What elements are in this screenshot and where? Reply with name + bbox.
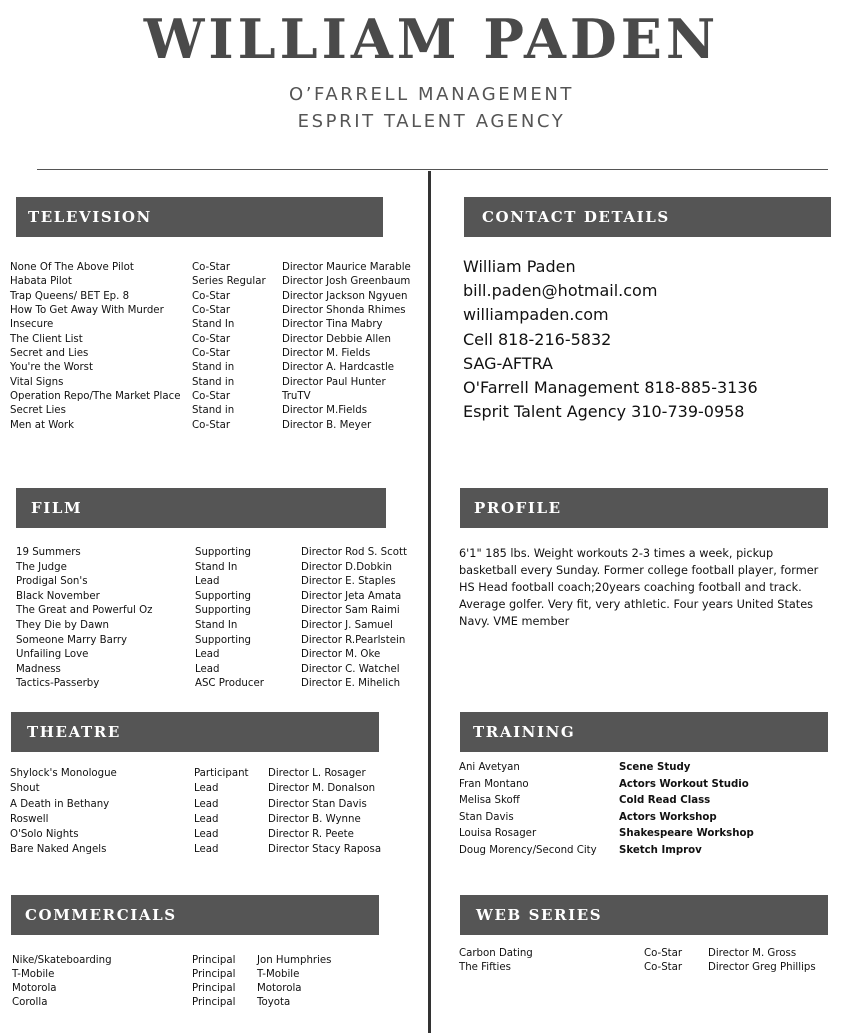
film-cell-3: Director D.Dobkin <box>301 561 392 573</box>
theatre-cell-3: Director Stan Davis <box>268 798 367 810</box>
film-cell-1: Someone Marry Barry <box>16 634 128 646</box>
film-cell-3: Director E. Staples <box>301 576 396 588</box>
theatre-cell-1: Shylock's Monologue <box>10 768 117 779</box>
television-cell-1: Habata Pilot <box>10 276 72 288</box>
television-cell-2: Co-Star <box>192 305 231 317</box>
resume-name: WILLIAM PADEN <box>143 7 720 71</box>
television-cell-3: Director Shonda Rhimes <box>282 305 406 317</box>
training-list <box>459 762 839 861</box>
film-row <box>16 663 400 679</box>
web-series-list <box>459 948 839 976</box>
television-cell-1: Insecure <box>10 319 54 331</box>
film-cell-3: Director M. Oke <box>301 649 381 661</box>
theatre-list <box>10 768 390 860</box>
film-cell-2: Supporting <box>195 547 252 558</box>
theatre-cell-2: Lead <box>194 813 219 825</box>
training-row <box>459 795 839 812</box>
theatre-cell-2: Participant <box>194 768 249 779</box>
contact-details <box>463 255 758 424</box>
commercials-cell-3: Motorola <box>257 982 302 994</box>
training-row <box>459 762 839 779</box>
theatre-row <box>10 844 390 859</box>
television-cell-3: Director Maurice Marable <box>282 262 411 273</box>
training-cell-2: Shakespeare Workshop <box>619 828 754 839</box>
television-cell-3: Director B. Meyer <box>282 419 372 431</box>
commercials-cell-1: Corolla <box>12 996 48 1008</box>
contact-website[interactable]: williampaden.com <box>463 305 609 325</box>
theatre-row <box>10 829 390 844</box>
television-cell-2: Co-Star <box>192 348 231 360</box>
commercials-cell-3: Jon Humphries <box>257 955 332 966</box>
theatre-cell-1: Roswell <box>10 813 49 825</box>
television-cell-2: Co-Star <box>192 333 231 345</box>
web-series-header: WEB SERIES <box>460 895 828 935</box>
theatre-header: THEATRE <box>11 712 379 752</box>
commercials-row <box>12 983 392 997</box>
television-cell-1: Secret and Lies <box>10 348 89 360</box>
commercials-row <box>12 969 392 983</box>
television-row <box>10 305 406 319</box>
training-row <box>459 779 839 796</box>
profile-text: 6'1" 185 lbs. Weight workouts 2-3 times a week, pickup basketball every Sunday. Former college football player, former HS Head football coach;20years coaching football and track. Average golfer. Very fit, very athletic. Four years United States Navy. VME member <box>459 547 819 628</box>
television-row <box>10 377 390 391</box>
agency-line-1: O’FARRELL MANAGEMENT <box>288 84 575 105</box>
training-row <box>459 828 839 845</box>
television-cell-2: Co-Star <box>192 419 231 431</box>
television-cell-1: None Of The Above Pilot <box>10 262 134 273</box>
film-row <box>16 678 401 693</box>
commercials-cell-1: T-Mobile <box>12 968 55 980</box>
contact-header: CONTACT DETAILS <box>464 197 831 237</box>
film-row <box>16 620 396 635</box>
television-row <box>10 420 390 434</box>
web-series-cell-3: Director M. Gross <box>708 948 797 959</box>
film-row <box>16 590 402 606</box>
training-row <box>459 845 839 862</box>
film-row <box>16 634 406 650</box>
web-series-row <box>459 962 839 976</box>
theatre-cell-2: Lead <box>194 829 219 841</box>
television-row <box>10 276 411 290</box>
theatre-cell-3: Director M. Donalson <box>268 783 376 795</box>
television-cell-3: Director M.Fields <box>282 405 368 417</box>
film-cell-1: The Great and Powerful Oz <box>16 605 153 617</box>
film-cell-1: They Die by Dawn <box>16 619 110 631</box>
theatre-cell-3: Director Stacy Raposa <box>268 844 382 856</box>
theatre-row <box>10 783 390 798</box>
training-cell-1: Louisa Rosager <box>459 828 537 839</box>
theatre-cell-3: Director B. Wynne <box>268 813 361 825</box>
television-cell-3: TruTV <box>282 391 311 403</box>
theatre-cell-1: Shout <box>10 783 40 795</box>
profile-header: PROFILE <box>460 488 828 528</box>
theatre-cell-2: Lead <box>194 844 219 856</box>
film-cell-3: Director Jeta Amata <box>301 590 402 602</box>
television-cell-2: Stand in <box>192 376 235 388</box>
film-cell-1: Tactics-Passerby <box>16 678 100 690</box>
commercials-cell-2: Principal <box>192 982 236 994</box>
commercials-cell-3: T-Mobile <box>257 968 300 980</box>
film-cell-1: Prodigal Son's <box>16 576 88 588</box>
film-cell-3: Director Sam Raimi <box>301 605 400 617</box>
film-cell-2: Lead <box>195 663 220 675</box>
television-cell-2: Stand In <box>192 319 235 331</box>
television-cell-2: Stand in <box>192 362 235 374</box>
television-cell-1: Secret Lies <box>10 405 66 417</box>
theatre-cell-1: A Death in Bethany <box>10 798 110 810</box>
television-list <box>10 262 411 434</box>
column-divider <box>428 171 431 1033</box>
film-row <box>16 562 396 577</box>
training-cell-1: Doug Morency/Second City <box>459 844 597 856</box>
training-cell-2: Cold Read Class <box>619 795 711 806</box>
television-cell-3: Director A. Hardcastle <box>282 362 395 374</box>
web-series-row <box>459 948 839 962</box>
film-cell-3: Director J. Samuel <box>301 619 393 631</box>
film-header: FILM <box>16 488 386 528</box>
television-cell-3: Director Jackson Ngyuen <box>282 290 408 302</box>
web-series-cell-1: The Fifties <box>459 961 511 973</box>
training-row <box>459 812 839 829</box>
commercials-cell-1: Motorola <box>12 982 57 994</box>
television-row <box>10 391 390 405</box>
television-row <box>10 290 408 305</box>
theatre-cell-1: O'Solo Nights <box>10 829 79 841</box>
web-series-cell-3: Director Greg Phillips <box>708 961 816 973</box>
television-cell-1: Vital Signs <box>10 376 64 388</box>
film-cell-1: The Judge <box>16 561 67 573</box>
theatre-cell-3: Director R. Peete <box>268 829 354 841</box>
television-cell-1: Trap Queens/ BET Ep. 8 <box>10 290 130 302</box>
training-cell-1: Ani Avetyan <box>459 762 520 773</box>
web-series-cell-2: Co-Star <box>644 961 683 973</box>
television-cell-2: Stand in <box>192 405 235 417</box>
television-row <box>10 362 395 376</box>
film-cell-2: Supporting <box>195 605 252 617</box>
television-cell-3: Director Tina Mabry <box>282 319 383 331</box>
film-cell-1: Madness <box>16 663 61 675</box>
theatre-row <box>10 814 390 829</box>
training-header: TRAINING <box>460 712 828 752</box>
television-cell-3: Director M. Fields <box>282 348 371 360</box>
training-cell-2: Actors Workout Studio <box>619 778 749 790</box>
agency-line-2: ESPRIT TALENT AGENCY <box>297 111 566 132</box>
commercials-cell-2: Principal <box>192 996 236 1008</box>
television-header: TELEVISION <box>16 197 383 237</box>
film-cell-1: 19 Summers <box>16 547 81 558</box>
film-row <box>16 547 407 562</box>
film-cell-2: Supporting <box>195 634 252 646</box>
television-row <box>10 348 390 362</box>
commercials-cell-3: Toyota <box>257 996 291 1008</box>
film-cell-3: Director Rod S. Scott <box>301 547 407 558</box>
commercials-list <box>12 955 392 1011</box>
television-cell-1: You're the Worst <box>10 362 93 374</box>
film-cell-2: Supporting <box>195 590 252 602</box>
television-cell-2: Co-Star <box>192 262 231 273</box>
training-cell-2: Sketch Improv <box>619 844 702 856</box>
training-cell-1: Stan Davis <box>459 811 514 823</box>
television-cell-2: Series Regular <box>192 276 266 288</box>
television-cell-1: Men at Work <box>10 419 75 431</box>
commercials-header: COMMERCIALS <box>11 895 379 935</box>
television-cell-1: The Client List <box>10 333 83 345</box>
theatre-row <box>10 799 390 814</box>
theatre-cell-1: Bare Naked Angels <box>10 844 107 856</box>
television-cell-3: Director Josh Greenbaum <box>282 276 411 288</box>
television-row <box>10 405 390 419</box>
theatre-cell-2: Lead <box>194 798 219 810</box>
training-cell-2: Scene Study <box>619 762 691 773</box>
training-cell-1: Fran Montano <box>459 778 529 790</box>
film-cell-1: Black November <box>16 590 100 602</box>
television-row <box>10 334 390 348</box>
training-cell-1: Melisa Skoff <box>459 795 520 806</box>
web-series-cell-1: Carbon Dating <box>459 948 533 959</box>
header-divider <box>37 169 828 170</box>
television-row <box>10 319 390 333</box>
film-cell-2: Lead <box>195 576 220 588</box>
commercials-cell-2: Principal <box>192 955 236 966</box>
film-cell-3: Director E. Mihelich <box>301 678 401 690</box>
television-row <box>10 262 411 276</box>
film-cell-2: Lead <box>195 649 220 661</box>
film-row <box>16 649 396 664</box>
contact-union: SAG-AFTRA <box>463 353 553 373</box>
television-cell-1: Operation Repo/The Market Place <box>10 391 181 403</box>
contact-name: William Paden <box>463 257 576 276</box>
web-series-cell-2: Co-Star <box>644 948 683 959</box>
film-cell-2: Stand In <box>195 619 238 631</box>
commercials-cell-1: Nike/Skateboarding <box>12 955 112 966</box>
contact-management: O'Farrell Management 818-885-3136 <box>463 377 758 397</box>
contact-cell: Cell 818-216-5832 <box>463 329 612 349</box>
film-cell-2: ASC Producer <box>195 678 264 690</box>
commercials-cell-2: Principal <box>192 968 236 980</box>
television-cell-2: Co-Star <box>192 290 231 302</box>
film-cell-2: Stand In <box>195 561 238 573</box>
contact-email[interactable]: bill.paden@hotmail.com <box>463 281 658 301</box>
film-list <box>16 547 407 693</box>
film-row <box>16 576 396 591</box>
theatre-cell-2: Lead <box>194 783 219 795</box>
theatre-row <box>10 768 390 783</box>
commercials-row <box>12 997 392 1011</box>
television-cell-2: Co-Star <box>192 391 231 403</box>
television-cell-1: How To Get Away With Murder <box>10 305 164 317</box>
television-cell-3: Director Paul Hunter <box>282 376 386 388</box>
training-cell-2: Actors Workshop <box>619 811 717 823</box>
film-cell-1: Unfailing Love <box>16 649 89 661</box>
theatre-cell-3: Director L. Rosager <box>268 768 366 779</box>
film-cell-3: Director R.Pearlstein <box>301 634 406 646</box>
commercials-row <box>12 955 392 969</box>
film-row <box>16 605 400 620</box>
film-cell-3: Director C. Watchel <box>301 663 400 675</box>
television-cell-3: Director Debbie Allen <box>282 333 391 345</box>
contact-agency: Esprit Talent Agency 310-739-0958 <box>463 402 745 422</box>
